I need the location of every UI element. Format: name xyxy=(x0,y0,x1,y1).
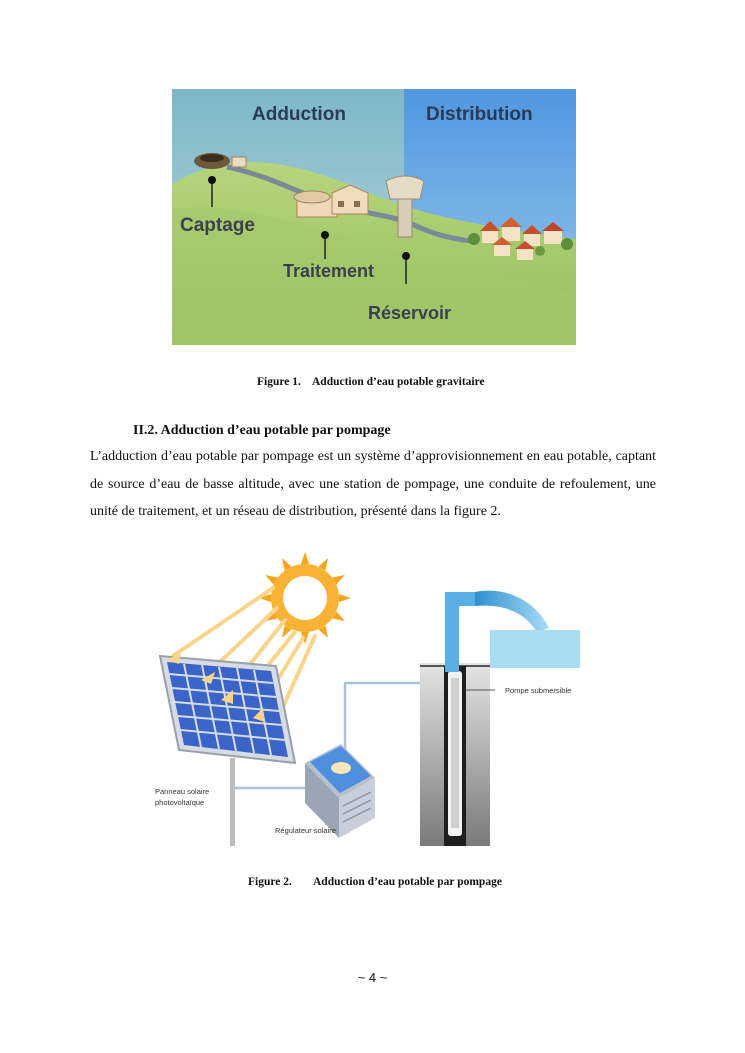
figure-2-number: Figure 2. xyxy=(248,876,292,888)
water-tower xyxy=(398,197,412,237)
label-traitement: Traitement xyxy=(283,261,375,281)
label-captage: Captage xyxy=(180,215,255,236)
label-reservoir: Réservoir xyxy=(368,303,452,323)
solar-regulator xyxy=(305,744,375,838)
label-panneau-line1: Panneau solaire xyxy=(155,787,210,796)
solar-panel xyxy=(160,656,295,846)
water-jet xyxy=(475,591,549,632)
figure-1-illustration xyxy=(172,89,576,345)
figure-2-caption xyxy=(248,876,502,888)
label-panneau-line2: photovoltaïque xyxy=(155,798,205,807)
sun-icon xyxy=(259,552,351,644)
section-heading: II.2. Adduction d’eau potable par pompage xyxy=(133,423,391,438)
label-adduction: Adduction xyxy=(252,104,346,125)
page-number: ~ 4 ~ xyxy=(357,970,388,985)
label-pompe-submersible: Pompe submersible xyxy=(505,686,572,695)
figure-2-title: Adduction d’eau potable par pompage xyxy=(313,876,502,888)
section-paragraph: L’adduction d’eau potable par pompage est un système d’approvisionnement en eau potable, captant de source d’eau de basse altitude, avec une station de pompage, une conduite de refoulement, une unité de traitement, et un réseau de distribution, présenté dans la figure 2. xyxy=(90,449,656,519)
figure-1-number: Figure 1. xyxy=(257,376,301,388)
figure-1-title: Adduction d’eau potable gravitaire xyxy=(312,376,485,388)
figure-1-caption xyxy=(257,376,485,388)
figure-2-illustration xyxy=(145,548,585,846)
label-regulateur: Régulateur solaire xyxy=(275,826,336,835)
water-tank xyxy=(490,630,580,668)
label-distribution: Distribution xyxy=(426,104,533,125)
